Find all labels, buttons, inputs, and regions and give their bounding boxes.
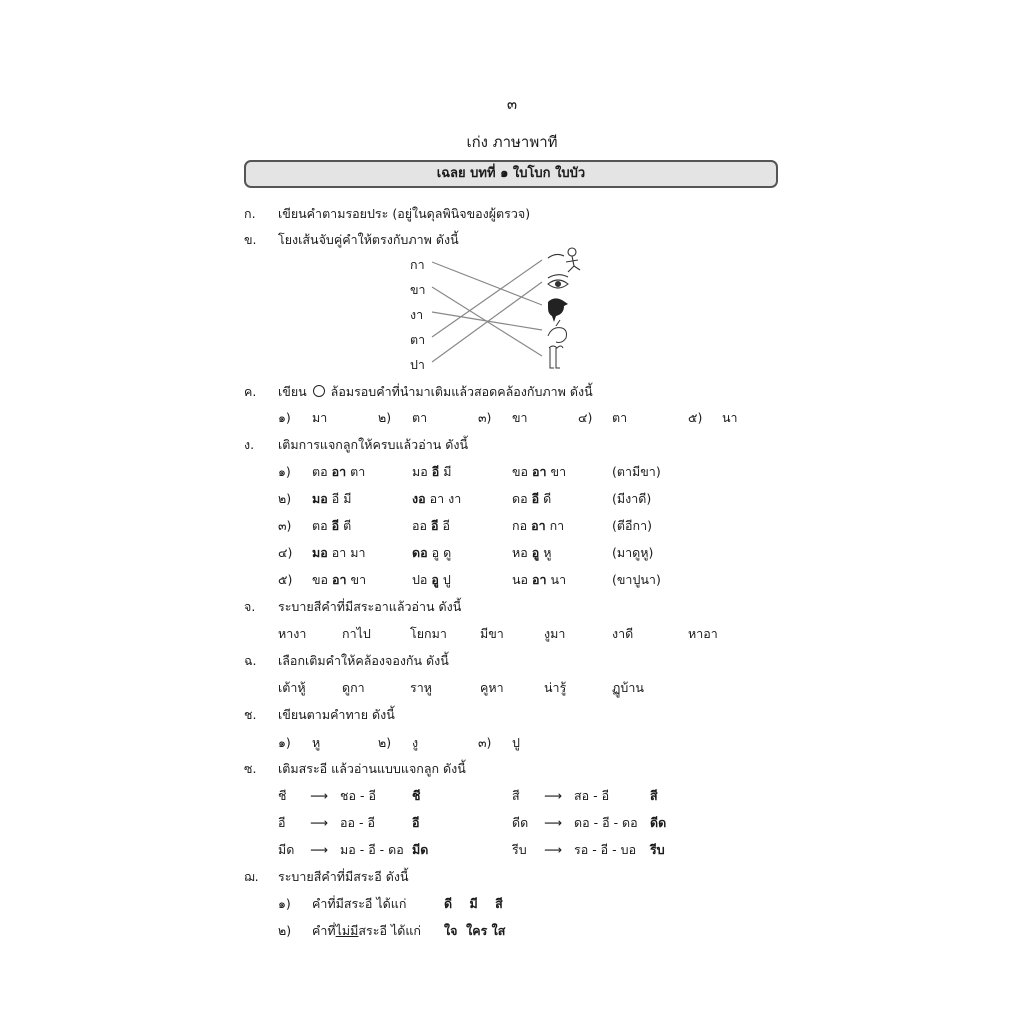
vowel-word: สี	[512, 788, 520, 803]
match-line	[432, 282, 542, 362]
eye-icon	[548, 275, 568, 288]
arrow-right-icon: ⟶	[310, 842, 328, 857]
row-num: ๕)	[278, 572, 293, 587]
banner-text: เฉลย บทที่ ๑ ใบโบก ใบบัว	[436, 166, 586, 181]
item-num: ๕)	[688, 410, 703, 425]
vowel-result: ดีด	[650, 815, 667, 830]
word: เต้าหู้	[278, 680, 306, 695]
vowel-word: อี	[278, 815, 286, 830]
spell-a: มอ อา มา	[312, 545, 366, 560]
vowel-word: ชี	[278, 788, 287, 803]
row-num: ๔)	[278, 545, 293, 560]
item-num: ๒)	[378, 410, 392, 425]
section-label: ค.	[244, 384, 257, 399]
answer-words: ดี มี สี	[444, 896, 503, 911]
row-num: ๑)	[278, 464, 291, 479]
word: คูหา	[480, 680, 504, 695]
spell-sentence: (ตีอีกา)	[612, 518, 652, 533]
section-text: เขียนคำตามรอยประ (อยู่ในดุลพินิจของผู้ตรวจ)	[278, 206, 531, 221]
arrow-right-icon: ⟶	[544, 815, 562, 830]
word: หาอา	[688, 626, 718, 641]
word: งาดี	[612, 626, 634, 641]
vowel-word: มีด	[278, 842, 295, 857]
section-label: ข.	[244, 232, 257, 247]
vowel-result: ชี	[412, 788, 421, 803]
item-word: งู	[412, 735, 419, 750]
item-num: ๒)	[378, 735, 392, 750]
item-word: ปู	[512, 735, 520, 750]
section-label: ก.	[244, 206, 256, 221]
circle-symbol-icon	[313, 385, 325, 397]
word: ฏูบ้าน	[612, 680, 644, 695]
book-title: เก่ง ภาษาพาที	[466, 133, 558, 151]
legs-icon	[549, 346, 563, 368]
answer-words: ใจ ใคร ใส	[444, 923, 506, 938]
spell-c: ขอ อา ขา	[512, 464, 567, 479]
vowel-spell: ⟶ รอ - อี - บอ	[544, 842, 637, 857]
section-label: ง.	[244, 437, 255, 452]
vowel-spell: ⟶ สอ - อี	[544, 788, 610, 803]
section-label: จ.	[244, 599, 256, 614]
section-label: ซ.	[244, 761, 257, 776]
section-text: เขียนตามคำทาย ดังนี้	[278, 707, 395, 722]
item-num: ๑)	[278, 896, 291, 911]
item-num: ๒)	[278, 923, 292, 938]
spell-b: มอ อี มี	[412, 464, 452, 479]
word: น่ารู้	[544, 680, 567, 695]
match-word: ปา	[410, 357, 425, 372]
section-label: ฉ.	[244, 653, 257, 668]
section-text: เติมสระอี แล้วอ่านแบบแจกลูก ดังนี้	[278, 761, 466, 776]
section-text: โยงเส้นจับคู่คำให้ตรงกับภาพ ดังนี้	[278, 232, 459, 247]
word: มีขา	[480, 626, 504, 641]
vowel-result: อี	[412, 815, 420, 830]
vowel-result: มีด	[412, 842, 429, 857]
spell-a: ขอ อา ขา	[312, 572, 367, 587]
vowel-spell: ⟶ ชอ - อี	[310, 788, 376, 803]
section-text: เลือกเติมคำให้คล้องจองกัน ดังนี้	[278, 653, 449, 668]
section-text-b: ล้อมรอบคำที่นำมาเติมแล้วสอดคล้องกับภาพ ดังนี้	[330, 384, 593, 399]
match-line	[432, 312, 542, 330]
arrow-right-icon: ⟶	[310, 788, 328, 803]
spell-a: ตอ อี ตี	[312, 518, 352, 533]
match-word: ตา	[410, 332, 426, 347]
swing-arm-icon	[548, 248, 580, 272]
arrow-right-icon: ⟶	[544, 842, 562, 857]
spell-b: ออ อี อี	[412, 518, 450, 533]
ivory-tusk-icon	[548, 320, 567, 343]
section-text: ระบายสีคำที่มีสระอี ดังนี้	[278, 869, 409, 884]
spell-b: งอ อา งา	[412, 491, 462, 506]
vowel-result: รีบ	[650, 842, 665, 857]
spell-a: มอ อี มี	[312, 491, 352, 506]
section-text: ระบายสีคำที่มีสระอาแล้วอ่าน ดังนี้	[278, 599, 462, 614]
word: หางา	[278, 626, 307, 641]
item-word: ตา	[612, 410, 628, 425]
spell-c: ดอ อี ดี	[512, 491, 552, 506]
section-label: ฌ.	[244, 869, 259, 884]
arrow-right-icon: ⟶	[310, 815, 328, 830]
item-num: ๓)	[478, 735, 492, 750]
item-word: หู	[312, 735, 321, 750]
item-word: ขา	[512, 410, 528, 425]
match-word: งา	[410, 307, 424, 322]
item-word: นา	[722, 410, 738, 425]
word: งูมา	[544, 626, 566, 641]
vowel-word: รีบ	[512, 842, 527, 857]
section-text: เติมการแจกลูกให้ครบแล้วอ่าน ดังนี้	[278, 437, 469, 452]
arrow-right-icon: ⟶	[544, 788, 562, 803]
spell-sentence: (ขาปูนา)	[612, 572, 661, 587]
spell-sentence: (มาดูหู)	[612, 545, 654, 560]
item-word: มา	[312, 410, 328, 425]
spell-b: ดอ อู ดู	[412, 545, 452, 560]
spell-c: หอ อู หู	[512, 545, 552, 560]
item-text: คำที่มีสระอี ได้แก่	[312, 896, 407, 911]
crow-icon	[548, 298, 568, 322]
match-word: ขา	[410, 282, 426, 297]
section-label: ช.	[244, 707, 257, 722]
vowel-spell: ⟶ ดอ - อี - ดอ	[544, 815, 638, 830]
vowel-word: ดีด	[512, 815, 529, 830]
match-word: กา	[410, 257, 425, 272]
spell-a: ตอ อา ตา	[312, 464, 366, 479]
vowel-spell: ⟶ ออ - อี	[310, 815, 375, 830]
spell-sentence: (ตามีขา)	[612, 464, 661, 479]
page-number: ๓	[506, 95, 518, 113]
item-num: ๑)	[278, 410, 291, 425]
item-num: ๓)	[478, 410, 492, 425]
spell-b: ปอ อู ปู	[412, 572, 451, 587]
spell-c: กอ อา กา	[512, 518, 565, 533]
vowel-spell: ⟶ มอ - อี - ดอ	[310, 842, 404, 857]
item-word: ตา	[412, 410, 428, 425]
word: โยกมา	[410, 626, 447, 641]
section-text	[278, 382, 593, 402]
item-num: ๔)	[578, 410, 593, 425]
row-num: ๓)	[278, 518, 292, 533]
item-num: ๑)	[278, 735, 291, 750]
item-text: คำที่ไม่มีสระอี ได้แก่	[312, 923, 421, 938]
spell-c: นอ อา นา	[512, 572, 567, 587]
spell-sentence: (มีงาดี)	[612, 491, 652, 506]
word: ดูกา	[342, 680, 365, 695]
row-num: ๒)	[278, 491, 292, 506]
vowel-result: สี	[650, 788, 658, 803]
word: กาไป	[342, 626, 371, 641]
section-text-a: เขียน	[278, 384, 307, 399]
word: ราหู	[410, 680, 432, 695]
